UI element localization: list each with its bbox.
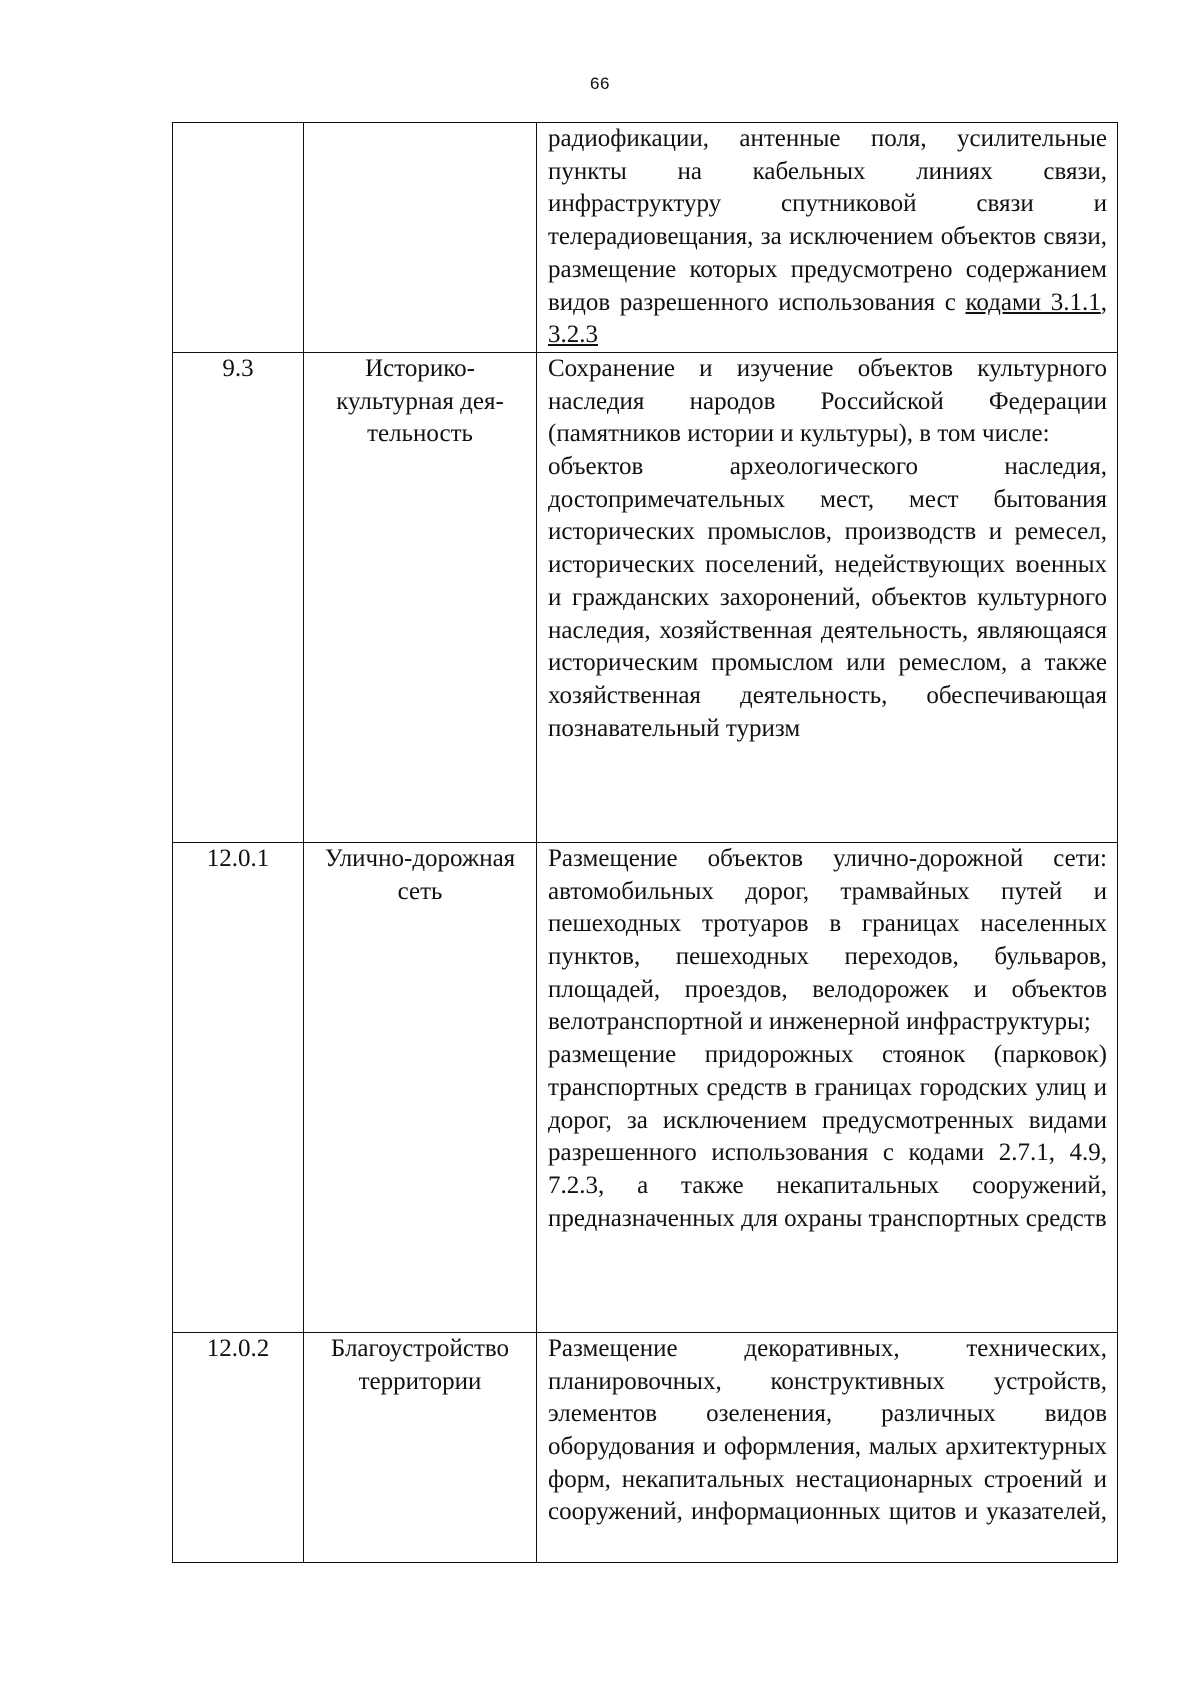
description-paragraph: Размещение декоративных, технических, планировочных, конструктивных устройств, элементов озеленения, различных видов оборудования и оформления, малых архитектурных форм, некапитальных нестационарных строений и сооружений, информационных щитов и указателей, <box>548 1334 1107 1526</box>
name-text: Историко-культурная дея-тельность <box>336 354 504 448</box>
name-text: Благоустройство территории <box>330 1334 510 1395</box>
page-number: 66 <box>590 74 610 93</box>
code-text: 12.0.2 <box>206 1334 270 1362</box>
code-cell <box>173 842 304 1332</box>
code-cell <box>173 123 304 353</box>
description-paragraph <box>548 123 1107 352</box>
description-cell <box>537 123 1118 353</box>
table-row <box>173 123 1118 353</box>
table-row <box>173 842 1118 1332</box>
link-separator: , <box>1100 288 1108 316</box>
code-cell <box>173 1332 304 1562</box>
table-row <box>173 352 1118 842</box>
description-cell <box>537 352 1118 842</box>
code-text: 9.3 <box>222 354 254 382</box>
code-text: 12.0.1 <box>206 844 270 872</box>
description-paragraph: Сохранение и изучение объектов культурного наследия народов Российской Федерации (памятников истории и культуры), в том числе: <box>548 354 1107 448</box>
table-row <box>173 1332 1118 1562</box>
land-use-table <box>172 122 1118 1563</box>
description-paragraph: объектов археологического наследия, достопримечательных мест, мест бытования исторических промыслов, производств и ремесел, исторических поселений, недействующих военных и гражданских захоронений, объектов культурного наследия, хозяйственная деятельность, являющаяся историческим промыслом или ремеслом, а также хозяйственная деятельность, обеспечивающая познавательный туризм <box>548 453 1107 742</box>
name-cell <box>304 842 537 1332</box>
description-text: радиофикации, антенные поля, усилительные пункты на кабельных линиях связи, инфраструктуру спутниковой связи и телерадиовещания, за исключением объектов связи, размещение которых предусмотрено содержанием видов разрешенного использования с <box>548 125 1107 316</box>
name-cell <box>304 352 537 842</box>
code-cell <box>173 352 304 842</box>
description-cell <box>537 842 1118 1332</box>
name-cell <box>304 123 537 353</box>
code-link[interactable]: кодами 3.1.1 <box>965 288 1101 316</box>
description-paragraph: Размещение объектов улично-дорожной сети: автомобильных дорог, трамвайных путей и пешеходных тротуаров в границах населенных пунктов, пешеходных переходов, бульваров, площадей, проездов, велодорожек и объектов велотранспортной и инженерной инфраструктуры; <box>548 844 1107 1036</box>
name-cell <box>304 1332 537 1562</box>
code-link[interactable]: 3.2.3 <box>548 321 598 349</box>
name-text: Улично-дорожная сеть <box>324 844 516 905</box>
description-cell <box>537 1332 1118 1562</box>
description-paragraph: размещение придорожных стоянок (парковок) транспортных средств в границах городских улиц и дорог, за исключением предусмотренных видами разрешенного использования с кодами 2.7.1, 4.9, 7.2.3, а также некапитальных сооружений, предназначенных для охраны транспортных средств <box>548 1041 1107 1232</box>
